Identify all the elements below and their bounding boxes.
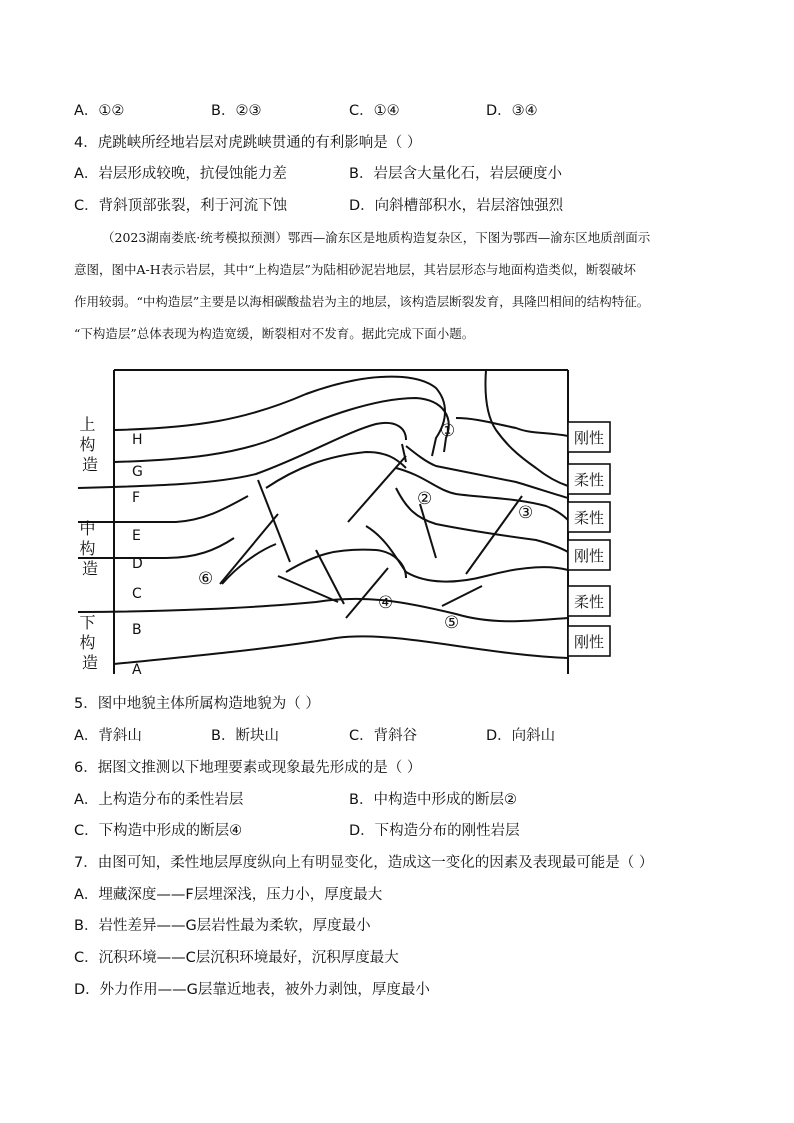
intro-line-4: “下构造层”总体表现为构造宽缓，断裂相对不发育。据此完成下面小题。 — [74, 326, 475, 341]
q4-stem: 4．虎跳峡所经地岩层对虎跳峡贯通的有利影响是（ ） — [74, 135, 422, 151]
label-middle-structure — [79, 519, 100, 578]
label-middle-char1: 中 — [79, 519, 96, 538]
right-label-rigid-3: 刚性 — [573, 633, 605, 651]
q6-stem: 6．据图文推测以下地理要素或现象最先形成的是（ ） — [74, 760, 422, 776]
q6-option-c: C．下构造中形成的断层④ — [74, 823, 243, 839]
label-lower-char3: 造 — [81, 653, 99, 672]
intro-line-3: 作用较弱。“中构造层”主要是以海相碳酸盐岩为主的地层，该构造层断裂发育，具隆凹相间的结构特征。 — [74, 294, 650, 309]
label-lower-structure — [79, 613, 100, 672]
right-label-rigid-2: 刚性 — [573, 547, 605, 565]
boundary-f-e-west — [78, 423, 406, 488]
label-lower-char2: 构 — [79, 633, 96, 652]
q5-option-d: D．向斜山 — [486, 728, 556, 744]
q4-option-a: A．岩层形成较晚，抗侵蚀能力差 — [74, 166, 287, 182]
q6-option-d: D．下构造分布的刚性岩层 — [349, 823, 520, 839]
fault-2 — [420, 504, 436, 558]
q5-stem: 5．图中地貌主体所属构造地貌为（ ） — [74, 696, 320, 712]
q7-stem: 7．由图可知，柔性地层厚度纵向上有明显变化，造成这一变化的因素及表现最可能是（ ） — [74, 855, 654, 871]
right-label-rigid-1: 刚性 — [573, 429, 605, 447]
q6-option-b: B．中构造中形成的断层② — [349, 792, 517, 808]
q3-option-a: A．①② — [74, 103, 125, 119]
marker-4: ④ — [378, 593, 394, 613]
boundary-e-d-west — [78, 496, 248, 522]
q5-option-a: A．背斜山 — [74, 728, 142, 744]
layer-g: G — [132, 464, 143, 480]
fold-inner-1 — [266, 452, 406, 488]
intro-line-1: （2023湖南娄底·统考模拟预测）鄂西—渝东区是地质构造复杂区，下图为鄂西—渝东区地质剖面示 — [102, 230, 651, 245]
label-lower-char1: 下 — [79, 613, 96, 632]
label-upper-char2: 构 — [79, 435, 96, 454]
q4-option-c: C．背斜顶部张裂，利于河流下蚀 — [74, 198, 288, 214]
layer-e: E — [132, 528, 141, 544]
boundary-east-2 — [456, 418, 568, 436]
label-upper-char3: 造 — [81, 455, 99, 474]
marker-1: ① — [440, 421, 456, 441]
marker-3: ③ — [518, 503, 534, 523]
marker-5: ⑤ — [444, 613, 460, 633]
right-label-soft-3: 柔性 — [573, 593, 605, 611]
fault-3 — [466, 496, 522, 574]
geologic-section-diagram — [76, 358, 646, 678]
label-upper-structure — [79, 415, 100, 474]
fault-lower-west — [278, 576, 338, 602]
q5-option-c: C．背斜谷 — [349, 728, 418, 744]
label-upper-char1: 上 — [79, 415, 96, 434]
intro-line-2: 意图，图中A-H表示岩层，其中“上构造层”为陆相砂泥岩地层，其岩层形态与地面构造类似，断裂破坏 — [74, 262, 636, 277]
boundary-g-f-west — [114, 398, 449, 462]
q3-option-d: D．③④ — [486, 103, 538, 119]
q7-option-a: A．埋藏深度——F层埋深浅，压力小，厚度最大 — [74, 887, 383, 903]
boundary-h-g — [114, 377, 445, 456]
fold-inner-2 — [286, 550, 406, 578]
q7-option-b: B．岩性差异——G层岩性最为柔软，厚度最小 — [74, 918, 371, 934]
fault-6 — [220, 514, 278, 584]
material-intro — [74, 222, 734, 350]
layer-h: H — [132, 432, 143, 448]
boundary-d-c-west — [78, 538, 234, 558]
layer-b: B — [132, 622, 142, 638]
boundary-east-1 — [485, 370, 568, 486]
layer-f: F — [132, 490, 141, 506]
label-middle-char3: 造 — [81, 559, 99, 578]
right-label-soft-1: 柔性 — [573, 471, 605, 489]
q3-option-c: C．①④ — [349, 103, 400, 119]
q4-option-d: D．向斜槽部积水，岩层溶蚀强烈 — [349, 198, 564, 214]
q7-option-c: C．沉积环境——C层沉积环境最好，沉积厚度最大 — [74, 950, 399, 966]
q3-option-b: B．②③ — [211, 103, 262, 119]
right-label-soft-2: 柔性 — [573, 509, 605, 527]
fault-5 — [442, 586, 482, 606]
q6-option-a: A．上构造分布的柔性岩层 — [74, 792, 244, 808]
marker-6: ⑥ — [198, 569, 214, 589]
layer-a: A — [132, 662, 142, 678]
q4-option-b: B．岩层含大量化石，岩层硬度小 — [349, 166, 562, 182]
marker-2: ② — [417, 489, 433, 509]
q7-option-d: D．外力作用——G层靠近地表，被外力剥蚀，厚度最小 — [74, 982, 430, 998]
label-middle-char2: 构 — [79, 539, 96, 558]
q5-option-b: B．断块山 — [211, 728, 279, 744]
boundary-b-a — [114, 636, 568, 664]
layer-d: D — [132, 556, 143, 572]
layer-c: C — [132, 586, 142, 602]
fault-lower-west-2 — [316, 550, 344, 604]
boundary-c-b — [78, 599, 568, 621]
